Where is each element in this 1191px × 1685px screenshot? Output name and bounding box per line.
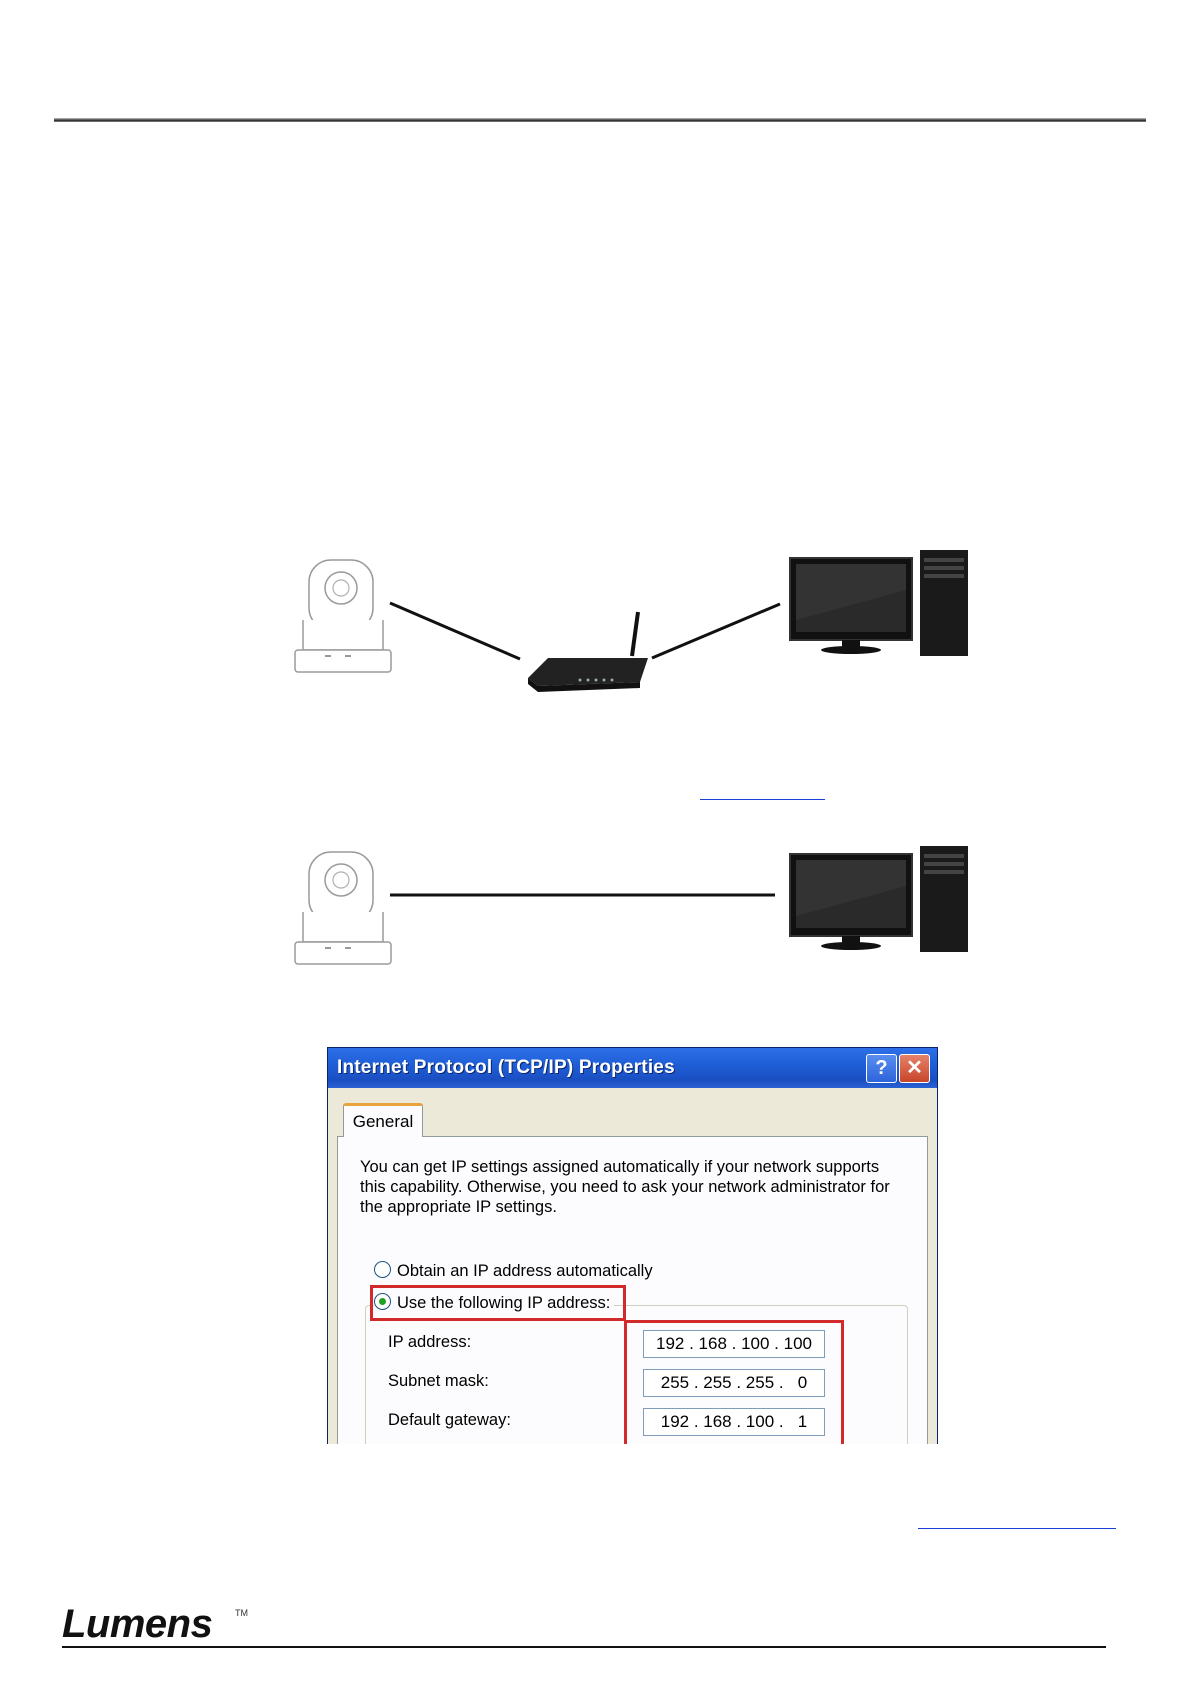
camera-icon (295, 852, 391, 964)
radio-button[interactable] (374, 1261, 391, 1278)
ip-address-field[interactable]: 192 . 168 . 100 . 100 (643, 1330, 825, 1358)
highlight-box-ip-fields (624, 1320, 844, 1444)
dialog-title: Internet Protocol (TCP/IP) Properties (337, 1057, 675, 1078)
tcpip-properties-dialog (327, 1047, 938, 1444)
camera-icon (295, 560, 391, 672)
dialog-titlebar (328, 1048, 937, 1088)
radio-obtain-label: Obtain an IP address automatically (397, 1262, 653, 1280)
default-gateway-field[interactable]: 192 . 168 . 100 . 1 (643, 1408, 825, 1436)
pc-icon (790, 550, 968, 656)
radio-obtain-automatically[interactable] (374, 1261, 653, 1281)
ip-address-label: IP address: (388, 1333, 472, 1351)
hyperlink-underline[interactable] (918, 1528, 1116, 1529)
cable-camera-router (390, 603, 520, 659)
general-panel (337, 1136, 928, 1444)
subnet-mask-field[interactable]: 255 . 255 . 255 . 0 (643, 1369, 825, 1397)
tab-general[interactable]: General (343, 1103, 423, 1137)
pc-icon (790, 846, 968, 952)
help-button[interactable]: ? (866, 1054, 897, 1083)
lumens-logo: Lumens (62, 1602, 213, 1646)
subnet-mask-label: Subnet mask: (388, 1372, 489, 1390)
footer-rule (62, 1646, 1106, 1648)
radio-use-label: Use the following IP address: (397, 1294, 611, 1312)
default-gateway-label: Default gateway: (388, 1411, 511, 1429)
cable-router-pc (652, 604, 780, 658)
trademark-mark: TM (235, 1608, 248, 1618)
close-button[interactable]: ✕ (899, 1054, 930, 1083)
hyperlink-underline[interactable] (700, 799, 825, 800)
intro-text: You can get IP settings assigned automatically if your network supports this capability. Otherwise, you need to ask your network administrator for the appropriate IP settings. (360, 1158, 890, 1216)
highlight-box-radio (370, 1285, 626, 1321)
router-icon (528, 612, 648, 692)
